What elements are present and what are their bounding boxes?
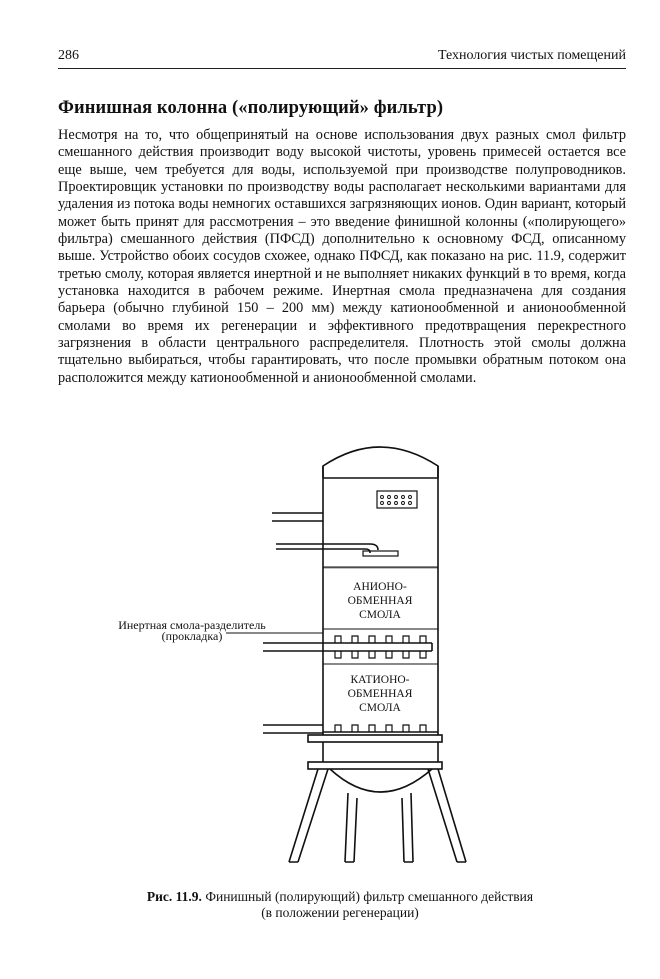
support-leg-right	[428, 769, 466, 862]
vessel-dome	[323, 447, 438, 478]
anion-label-2: ОБМЕННАЯ	[347, 595, 413, 607]
paragraph-text: Несмотря на то, что общепринятый на основе использования двух разных смол фильтр смешанного действия производит воду высокой чистоты, уровень примесей остается все еще выше, чем требуется для воды, используемой при производстве полупроводников. Проектировщик установки по производству воды располагает несколькими вариантами для удаления из потока воды немногих оставшихся загрязняющих ионов. Один вариант, который может быть принят для рассмотрения – это введение финишной колонны («полирующего» фильтра) смешанного действия (ПФСД) дополнительно к основному ФСД, описанному выше. Устройство обоих сосудов схожее, однако ПФСД, как показано на рис. 11.9, содержит третью смолу, которая является инертной и не выполняет никаких функций в то время, когда установка находится в рабочем режиме. Инертная смола предназначена для создания барьера (обычно глубиной 150 – 200 мм) между катионообменной и анионообменной смолами во время их регенерации и эффективного предотвращения перекрестного загрязнения в области центрального распределителя. Плотность этой смолы должна тщательно выбираться, чтобы гарантировать, что после промывки обратным потоком она расположится между катионообменной и анионообменной смолами.	[58, 127, 626, 386]
top-distributor	[377, 491, 417, 508]
vessel-flange-lower	[308, 762, 442, 769]
cation-label-1: КАТИОНО-	[350, 674, 410, 686]
caption-label: Рис. 11.9.	[146, 889, 202, 904]
figure-caption	[110, 889, 570, 921]
page-header	[58, 46, 626, 69]
upper-spray-nozzle	[363, 551, 398, 556]
support-leg-inner-right	[402, 793, 413, 862]
anion-label-1: АНИОНО-	[353, 581, 407, 593]
inert-label-2: (прокладка)	[161, 629, 223, 643]
inert-label-1: Инертная смола-разделитель	[118, 618, 266, 632]
vessel-bottom	[330, 769, 432, 792]
caption-line-2: (в положении регенерации)	[261, 905, 419, 920]
caption-line-1: Финишный (полирующий) фильтр смешанного действия	[205, 889, 534, 904]
support-leg-left	[289, 769, 328, 862]
cation-label-3: СМОЛА	[359, 702, 401, 714]
running-title: Технология чистых помещений	[437, 48, 626, 63]
cation-label-2: ОБМЕННАЯ	[347, 688, 413, 700]
distributor-teeth	[335, 636, 426, 732]
vessel-flange-upper	[308, 735, 442, 742]
section-title: Финишная колонна («полирующий» фильтр)	[58, 98, 444, 118]
page-number: 286	[58, 48, 79, 63]
support-leg-inner-left	[345, 793, 357, 862]
anion-label-3: СМОЛА	[359, 609, 401, 621]
body-paragraph	[58, 127, 626, 387]
